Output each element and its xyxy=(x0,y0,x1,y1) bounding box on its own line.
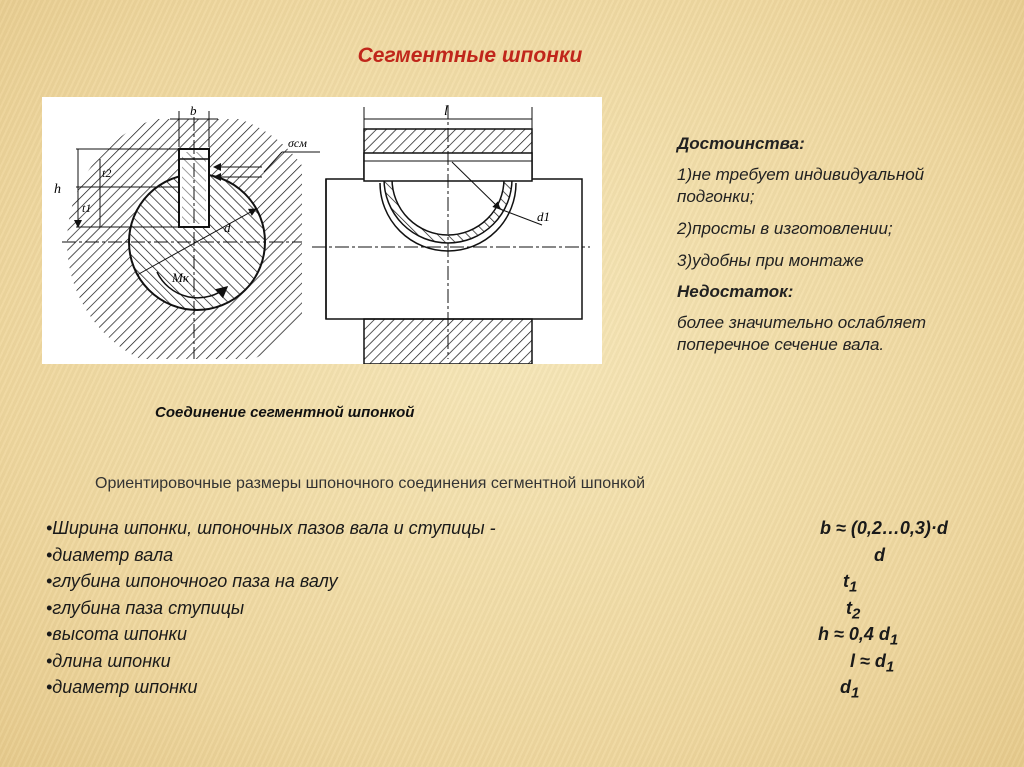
label-t2: t2 xyxy=(102,166,112,180)
list-item xyxy=(46,598,1006,625)
list-item xyxy=(46,518,1006,545)
label-t1: t1 xyxy=(82,201,92,215)
list-item xyxy=(46,571,1006,598)
dimension-label: •диаметр шпонки xyxy=(46,677,198,697)
dimension-value: $l \approx d_1$ xyxy=(850,650,895,676)
dimension-value: $d_1$ xyxy=(840,677,860,702)
longitudinal-view xyxy=(312,104,590,364)
slide-title: Сегментные шпонки xyxy=(357,44,583,67)
advantage-item: 1)не требует индивидуальной подгонки; xyxy=(677,165,925,206)
dimensions-list xyxy=(46,518,1006,704)
dimension-value: $t_2$ xyxy=(846,597,861,623)
figure-caption: Соединение сегментной шпонкой xyxy=(155,404,415,421)
list-item xyxy=(46,651,1006,678)
advantage-item: 2)просты в изготовлении; xyxy=(677,219,893,238)
dimensions-title: Ориентировочные размеры шпоночного соединения сегментной шпонкой xyxy=(95,475,646,492)
dimension-value: $t_1$ xyxy=(843,571,858,596)
cross-section-view xyxy=(54,103,327,364)
label-h: h xyxy=(54,182,61,197)
dimension-value: h ≈ 0,4 $d_1$ xyxy=(818,624,899,649)
label-d1: d1 xyxy=(537,209,550,224)
label-sigma: σсм xyxy=(288,136,307,150)
label-d: d xyxy=(224,220,231,235)
dimension-label: •Ширина шпонки, шпоночных пазов вала и ступицы - xyxy=(46,518,496,538)
dimension-value: b ≈ (0,2…0,3)·d xyxy=(820,518,948,538)
technical-drawing-svg xyxy=(42,97,602,364)
label-l: l xyxy=(444,104,448,119)
dimension-label: •диаметр вала xyxy=(46,544,174,565)
advantage-item: 3)удобны при монтаже xyxy=(677,251,864,270)
list-item xyxy=(46,545,1006,572)
label-b: b xyxy=(190,103,197,118)
dimension-label: •высота шпонки xyxy=(46,624,188,644)
dimension-label: •глубина паза ступицы xyxy=(46,597,245,618)
disadvantage-text: более значительно ослабляет поперечное сечение вала. xyxy=(677,313,927,354)
advantages-heading: Достоинства: xyxy=(677,134,805,153)
list-item xyxy=(46,677,1006,704)
dimension-label: •глубина шпоночного паза на валу xyxy=(46,571,338,591)
disadvantage-heading: Недостаток: xyxy=(677,282,794,301)
advantages-panel xyxy=(677,134,997,356)
label-mk: Mк xyxy=(172,270,189,285)
dimension-value: d xyxy=(874,544,885,565)
list-item xyxy=(46,624,1006,651)
key-joint-drawing xyxy=(42,97,602,364)
dimension-label: •длина шпонки xyxy=(46,650,171,671)
